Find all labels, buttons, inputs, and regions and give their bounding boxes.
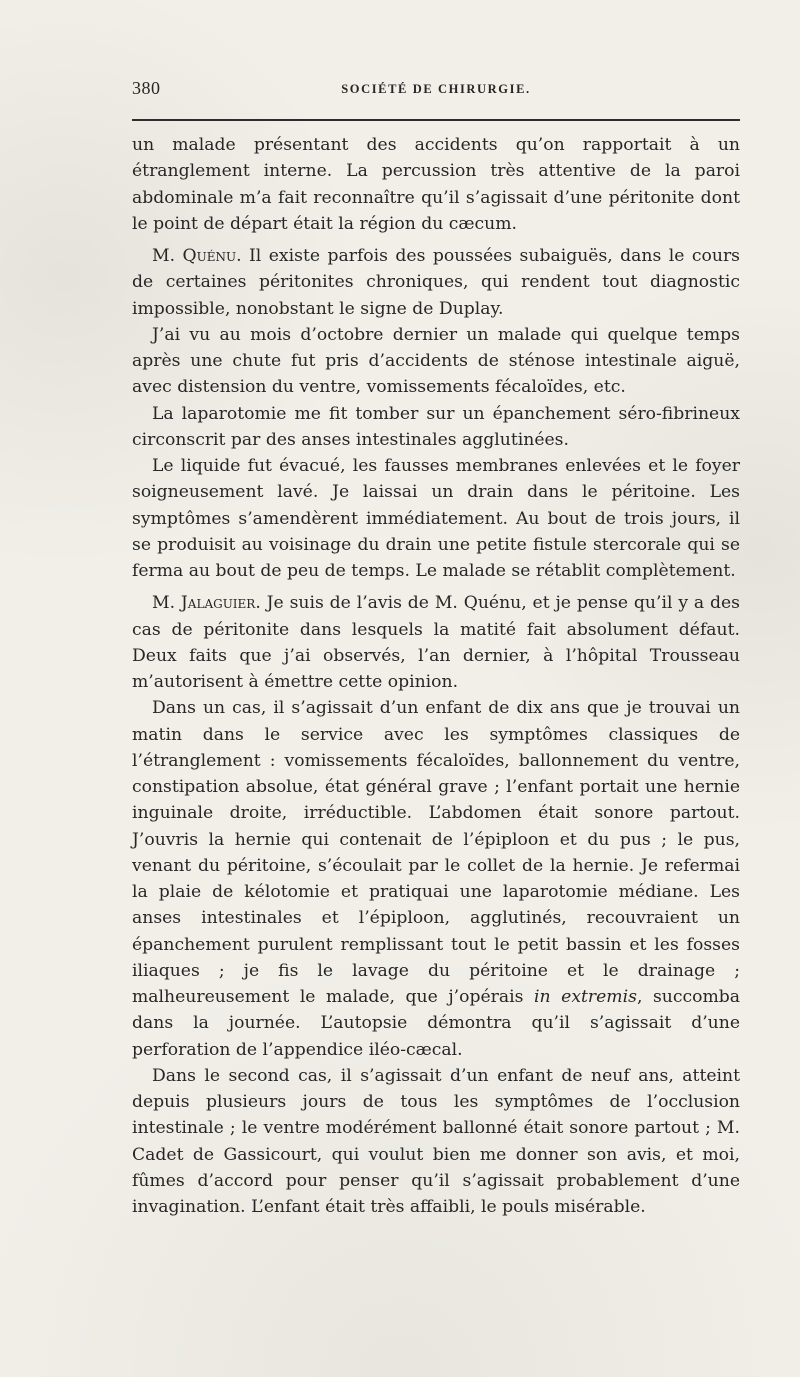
body-text bbox=[132, 132, 740, 1220]
page-number: 380 bbox=[132, 78, 161, 98]
paragraph-2 bbox=[132, 243, 740, 322]
paragraph-3 bbox=[132, 322, 740, 401]
page-header bbox=[132, 78, 740, 106]
paragraph-5-text: Le liquide fut évacué, les fausses membranes enlevées et le foyer soigneusement lavé. Je laissai un drain dans le péritoine. Les symptômes s’amendèrent immédiatement. Au bout de trois jours, il se produisit au voisinage du drain une petite fistule stercorale qui se ferma au bout de peu de temps. Le malade se rétablit complètement. bbox=[132, 456, 740, 581]
paragraph-4-text: La laparotomie me fit tomber sur un épanchement séro-fibrineux circonscrit par des anses intestinales agglutinées. bbox=[132, 403, 740, 450]
speaker-jalaguier: M. Jalaguier. bbox=[152, 593, 261, 614]
paragraph-1-text: un malade présentant des accidents qu’on rapportait à un étranglement interne. La percussion très attentive de la paroi abdominale m’a fait reconnaître qu’il s’agissait d’une péritonite dont le point de départ était la région du cæcum. bbox=[132, 135, 740, 234]
paragraph-7-text-before: Dans un cas, il s’agissait d’un enfant de dix ans que je trouvai un matin dans le service avec les symptômes classiques de l’étranglement : vomissements fécaloïdes, ballonnement du ventre, constipation absolue, état général grave ; l’enfant portait une hernie inguinale droite, irréductible. L’abdomen était sonore partout. J’ouvris la hernie qui contenait de l’épiploon et du pus ; le pus, venant du péritoine, s’écoulait par le collet de la hernie. Je refermai la plaie de kélotomie et pratiquai une laparotomie médiane. Les anses intestinales et l’épiploon, agglutinés, recouvraient un épanchement purulent remplissant tout le petit bassin et les fosses iliaques ; je fis le lavage du péritoine et le drainage ; malheureusement le malade, que j’opérais bbox=[132, 698, 740, 1007]
paragraph-8 bbox=[132, 1063, 740, 1221]
paragraph-2-text: Il existe parfois des poussées subaiguës, dans le cours de certaines péritonites chroniques, qui rendent tout diagnostic impossible, nonobstant le signe de Duplay. bbox=[132, 246, 740, 319]
paragraph-7-italic: in extremis bbox=[534, 987, 637, 1007]
paragraph-6-text: Je suis de l’avis de M. Quénu, et je pense qu’il y a des cas de péritonite dans lesquels la matité fait absolument défaut. Deux faits que j’ai observés, l’an dernier, à l’hôpital Trousseau m’autorisent à émettre cette opinion. bbox=[132, 593, 740, 692]
speaker-quenu: M. Quénu. bbox=[152, 246, 242, 266]
paragraph-8-text: Dans le second cas, il s’agissait d’un enfant de neuf ans, atteint depuis plusieurs jours de tous les symptômes de l’occlusion intestinale ; le ventre modérément ballonné était sonore partout ; M. Cadet de Gassicourt, qui voulut bien me donner son avis, et moi, fûmes d’accord pour penser qu’il s’agissait probablement d’une invagination. L’enfant était très affaibli, le pouls misérable. bbox=[132, 1065, 740, 1217]
paragraph-3-text: J’ai vu au mois d’octobre dernier un malade qui quelque temps après une chute fut pris d’accidents de sténose intestinale aiguë, avec distension du ventre, vomissements fécaloïdes, etc. bbox=[132, 324, 740, 398]
paragraph-7 bbox=[132, 695, 740, 1063]
paragraph-6 bbox=[132, 590, 740, 695]
paragraph-4 bbox=[132, 401, 740, 454]
paragraph-7-text-after: , succomba dans la journée. L’autopsie démontra qu’il s’agissait d’une perforation de l’appendice iléo-cæcal. bbox=[132, 987, 741, 1060]
header-rule bbox=[132, 119, 740, 121]
paragraph-1 bbox=[132, 132, 740, 237]
running-title: SOCIÉTÉ DE CHIRURGIE. bbox=[341, 82, 531, 96]
paragraph-5 bbox=[132, 453, 740, 584]
